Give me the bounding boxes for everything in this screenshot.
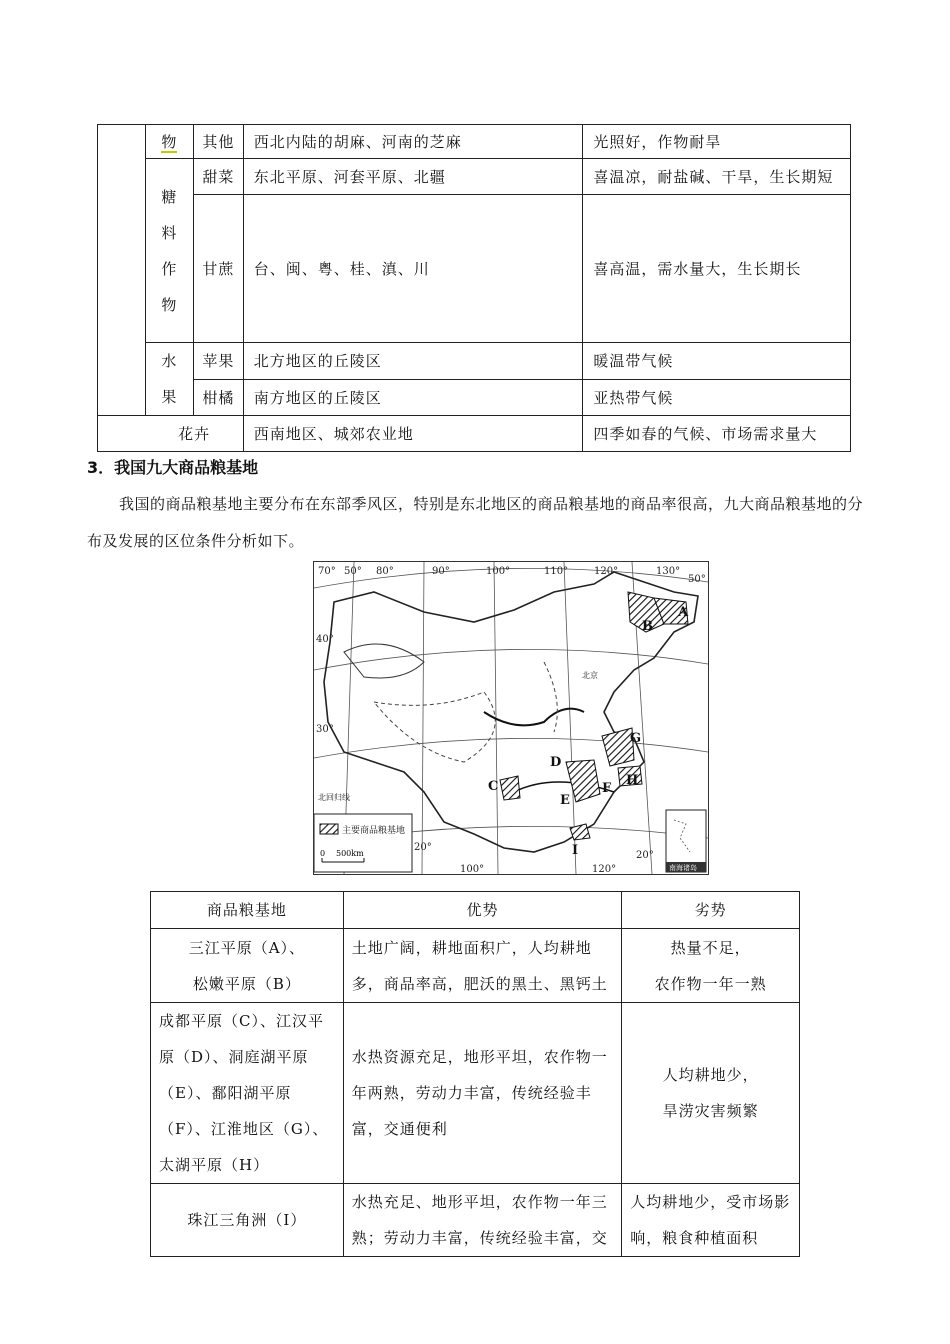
lon-label: 110° [544,566,569,577]
base-letter: C [488,779,499,794]
crop-condition: 暖温带气候 [583,343,851,380]
base-cons: 人均耕地少， 旱涝灾害频繁 [622,1003,800,1184]
base-letter: F [602,781,612,796]
crop-condition: 四季如春的气候、市场需求量大 [583,416,851,452]
legend [314,814,412,872]
lon-label: 100° [460,864,485,874]
lon-label: 80° [376,566,394,577]
crop-region: 北方地区的丘陵区 [243,343,583,380]
group-fruit-cell [145,343,193,416]
city-label: 北京 [582,671,598,680]
base-letter: E [560,793,570,808]
group-sugar-label: 糖 料 作 物 [161,187,178,314]
scale-zero: 0 [320,849,326,858]
base-pros: 水热充足、地形平坦，农作物一年三熟；劳动力丰富，传统经验丰富，交 [343,1184,622,1257]
south-sea-inset [666,810,706,872]
legend-label: 主要商品粮基地 [342,826,406,836]
lat-label: 20° [414,842,432,853]
group-fruit-label: 水 果 [161,352,178,406]
crop-table [97,124,851,452]
base-regions [500,592,688,840]
lat-label: 30° [316,724,334,735]
lat-label: 50° [688,574,706,585]
crop-name: 柑橘 [193,379,243,416]
crop-category-cell [98,125,146,416]
inset-label: 南海诸岛 [669,864,697,872]
base-letter: H [626,773,639,788]
base-pros: 水热资源充足，地形平坦，农作物一年两熟，劳动力丰富，传统经验丰富，交通便利 [343,1003,622,1184]
map-svg [314,562,708,874]
header-pros: 优势 [343,892,622,929]
lon-label: 50° [344,566,362,577]
crop-condition: 亚热带气候 [583,379,851,416]
crop-name: 苹果 [193,343,243,380]
tropic-label: 北回归线 [318,793,350,802]
group-sugar-cell [145,159,193,343]
section-paragraph: 我国的商品粮基地主要分布在东部季风区，特别是东北地区的商品粮基地的商品率很高，九大商品粮基地的分布及发展的区位条件分析如下。 [87,495,864,550]
crop-condition: 喜高温，需水量大，生长期长 [583,195,851,343]
base-letter: A [678,605,689,620]
lon-label: 70° [318,566,336,577]
base-name: 三江平原（A）、 松嫩平原（B） [151,929,344,1003]
group-oil-cell [145,125,193,159]
crop-condition: 光照好，作物耐旱 [583,125,851,159]
grain-base-map [313,561,709,875]
crop-name: 甜菜 [193,159,243,195]
base-cons: 热量不足， 农作物一年一熟 [622,929,800,1003]
lat-label: 20° [636,850,654,861]
lon-label: 100° [486,566,511,577]
lat-label: 40° [316,634,334,645]
base-letter: I [572,843,579,858]
lon-label: 90° [432,566,450,577]
group-oil-label: 物 [161,133,178,151]
scale-label: 500km [336,849,364,858]
empty-cell [98,416,146,452]
lon-label: 120° [594,566,619,577]
crop-region: 东北平原、河套平原、北疆 [243,159,583,195]
lon-label: 130° [656,566,681,577]
base-name: 珠江三角洲（I） [151,1184,344,1257]
crop-region: 南方地区的丘陵区 [243,379,583,416]
grain-base-table [150,891,800,1257]
crop-region: 西南地区、城郊农业地 [243,416,583,452]
base-name: 成都平原（C）、江汉平原（D）、洞庭湖平原（E）、鄱阳湖平原（F）、江淮地区（G）、太湖平原（H） [151,1003,344,1184]
base-letter: D [550,755,562,770]
base-letter: G [630,731,642,746]
crop-region: 西北内陆的胡麻、河南的芝麻 [243,125,583,159]
lon-label: 120° [592,864,617,874]
crop-name: 其他 [193,125,243,159]
crop-region: 台、闽、粤、桂、滇、川 [243,195,583,343]
crop-name: 花卉 [145,416,243,452]
crop-condition: 喜温凉，耐盐碱、干旱，生长期短 [583,159,851,195]
base-cons: 人均耕地少，受市场影响，粮食种植面积 [622,1184,800,1257]
header-cons: 劣势 [622,892,800,929]
section-heading: 3．我国九大商品粮基地 [87,458,259,477]
base-pros: 土地广阔，耕地面积广，人均耕地多，商品率高，肥沃的黑土、黑钙土 [343,929,622,1003]
crop-name: 甘蔗 [193,195,243,343]
header-base: 商品粮基地 [151,892,344,929]
base-letter: B [642,619,653,634]
